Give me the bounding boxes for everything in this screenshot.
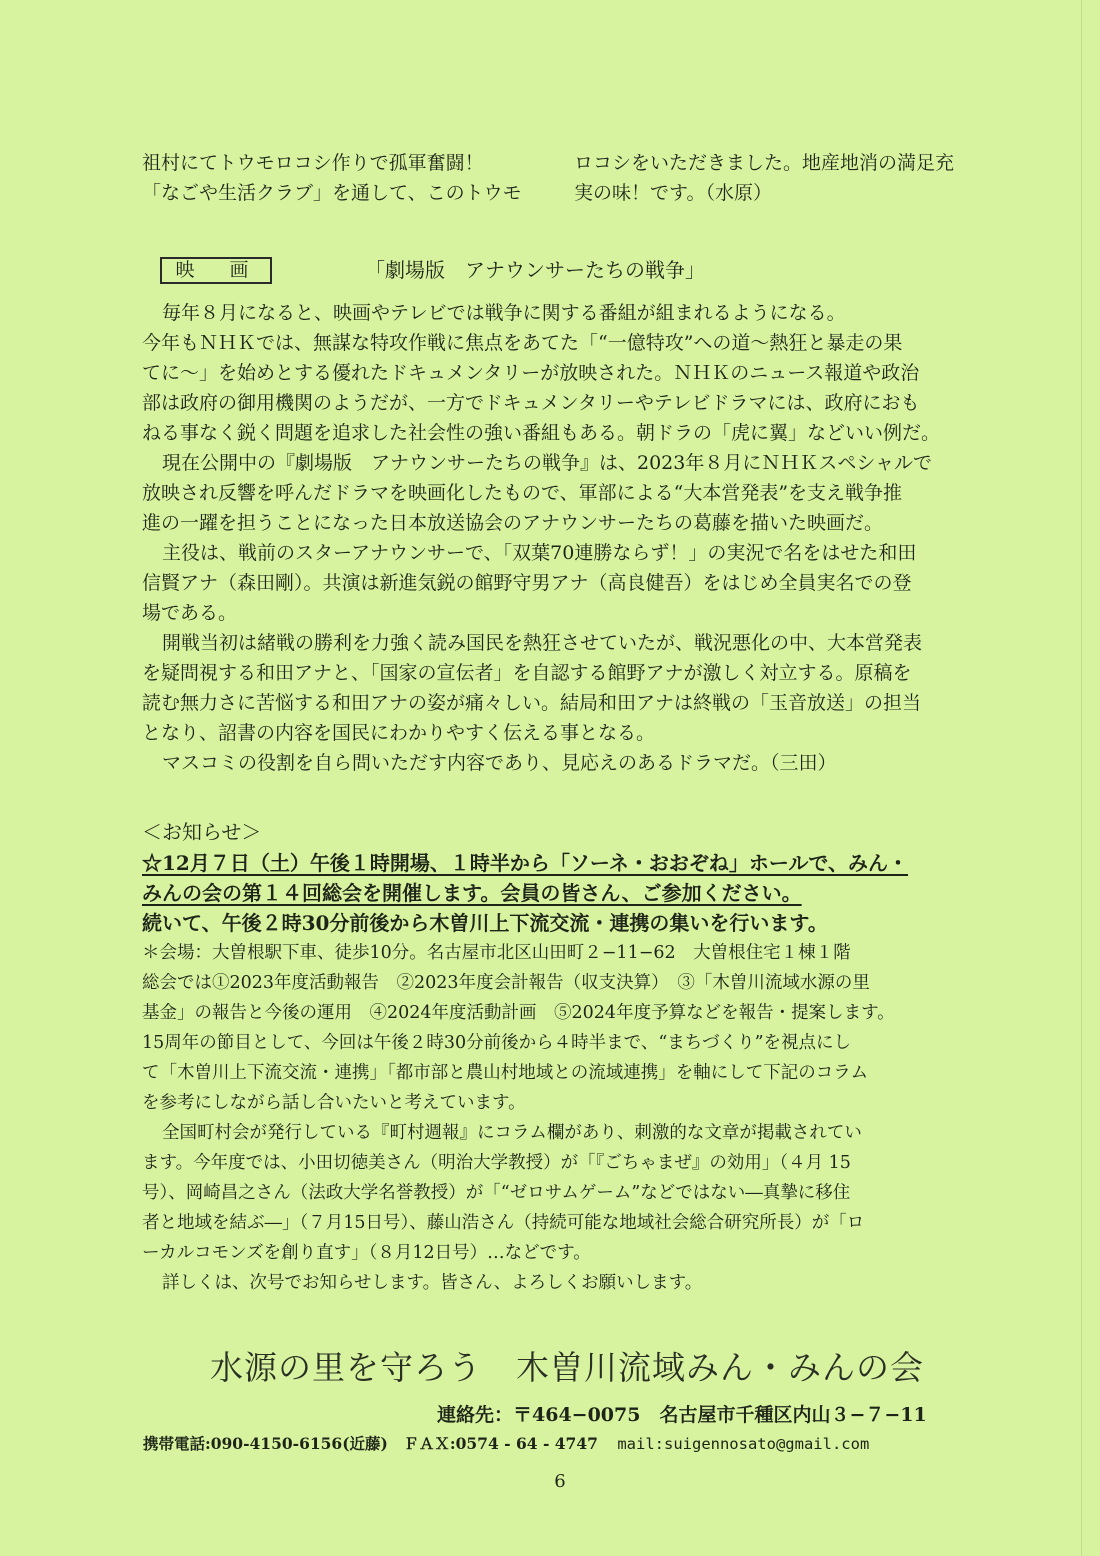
- phone-fax: 携帯電話:090-4150-6156(近藤) ＦＡＸ:0574 - 64 - 4747: [143, 1434, 598, 1453]
- detail-line: 者と地域を結ぶ―」（７月15日号）、藤山浩さん（持続可能な地域社会総合研究所長）が「ロ: [142, 1213, 865, 1233]
- review-line: 毎年８月になると、映画やテレビでは戦争に関する番組が組まれるようになる。: [162, 302, 846, 324]
- detail-line: 15周年の節目として、今回は午後２時30分前後から４時半まで、“まちづくり”を視点にし: [142, 1033, 852, 1053]
- detail-line: 基金」の報告と今後の運用 ④2024年度活動計画 ⑤2024年度予算などを報告・提案します。: [142, 1003, 895, 1023]
- top-left-line: 「なごや生活クラブ」を通して、このトウモ: [142, 182, 522, 204]
- review-line: ねる事なく鋭く問題を追求した社会性の強い番組もある。朝ドラの「虎に翼」などいい例だ。: [142, 422, 941, 444]
- detail-line: て「木曽川上下流交流・連携」「都市部と農山村地域との流域連携」を軸にして下記のコラム: [142, 1063, 869, 1083]
- detail-line: ます。今年度では、小田切徳美さん（明治大学教授）が「『ごちゃまぜ』の効用」（４月 15: [142, 1153, 851, 1173]
- detail-line: ＊会場：大曽根駅下車、徒歩10分。名古屋市北区山田町２−11−62 大曽根住宅１棟１階: [142, 943, 851, 963]
- top-left-line: 祖村にてトウモロコシ作りで孤軍奮闘！: [142, 152, 484, 174]
- review-line: 今年もＮＨＫでは、無謀な特攻作戦に焦点をあてた「“一億特攻”への道～熱狂と暴走の果: [142, 332, 903, 354]
- notice-highlight-line: ☆12月７日（土）午後１時開場、１時半から「ソーネ・おおぞね」ホールで、みん・: [142, 851, 909, 875]
- notice-details: [142, 938, 982, 1298]
- notice-highlight-line: 続いて、午後２時30分前後から木曽川上下流交流・連携の集いを行います。: [142, 911, 828, 935]
- review-line: マスコミの役割を自ら問いただす内容であり、見応えのあるドラマだ。（三田）: [162, 752, 837, 774]
- review-line: 開戦当初は緒戦の勝利を力強く読み国民を熱狂させていたが、戦況悪化の中、大本営発表: [162, 632, 923, 654]
- review-line: 読む無力さに苦悩する和田アナの姿が痛々しい。結局和田アナは終戦の「玉音放送」の担当: [142, 692, 922, 714]
- review-line: 進の一躍を担うことになった日本放送協会のアナウンサーたちの葛藤を描いた映画だ。: [142, 512, 884, 534]
- page-edge-line: [1081, 0, 1082, 1556]
- contact-address: 連絡先：〒464−0075 名古屋市千種区内山３−７−11: [437, 1404, 927, 1426]
- film-title: 「劇場版 アナウンサーたちの戦争」: [365, 258, 705, 282]
- detail-line: を参考にしながら話し合いたいと考えています。: [142, 1093, 526, 1113]
- review-line: となり、詔書の内容を国民にわかりやすく伝える事となる。: [142, 722, 656, 744]
- review-line: 場である。: [142, 602, 238, 624]
- detail-line: 詳しくは、次号でお知らせします。皆さん、よろしくお願いします。: [162, 1273, 703, 1293]
- review-line: 放映され反響を呼んだドラマを映画化したもので、軍部による“大本営発表”を支え戦争推: [142, 482, 903, 504]
- notice-highlight: [142, 848, 982, 938]
- detail-line: 総会では①2023年度活動報告 ②2023年度会計報告（収支決算） ③「木曽川流域水源の里: [142, 973, 870, 993]
- review-line: を疑問視する和田アナと、「国家の宣伝者」を自認する館野アナが激しく対立する。原稿を: [142, 662, 912, 684]
- organization-name: 水源の里を守ろう 木曽川流域みん・みんの会: [210, 1348, 924, 1387]
- review-line: 信賢アナ（森田剛）。共演は新進気鋭の館野守男アナ（高良健吾）をはじめ全員実名での登: [142, 572, 912, 594]
- review-line: 部は政府の御用機関のようだが、一方でドキュメンタリーやテレビドラマには、政府におも: [142, 392, 920, 414]
- review-line: 現在公開中の『劇場版 アナウンサーたちの戦争』は、2023年８月にＮＨＫスペシャルで: [162, 452, 932, 474]
- film-review-body: [142, 298, 972, 778]
- top-right-line: ロコシをいただきました。地産地消の満足充: [574, 152, 955, 174]
- notice-highlight-line: みんの会の第１４回総会を開催します。会員の皆さん、ご参加ください。: [142, 881, 802, 905]
- top-article-left: [142, 148, 522, 208]
- detail-line: 全国町村会が発行している『町村週報』にコラム欄があり、刺激的な文章が掲載されてい: [162, 1123, 862, 1143]
- contact-phone-fax-mail: [143, 1433, 869, 1455]
- review-line: てに～」を始めとする優れたドキュメンタリーが放映された。ＮＨＫのニュース報道や政治: [142, 362, 920, 384]
- film-section-tag: 映 画: [160, 257, 272, 284]
- detail-line: 号）、岡崎昌之さん（法政大学名誉教授）が「“ゼロサムゲーム”などではない―真摯に移住: [142, 1183, 851, 1203]
- page-number: 6: [554, 1471, 566, 1492]
- top-right-line: 実の味！です。（水原）: [574, 182, 772, 204]
- email-link[interactable]: mail:suigennosato@gmail.com: [617, 1435, 870, 1453]
- detail-line: ーカルコモンズを創り直す」（８月12日号）…などです。: [142, 1243, 591, 1263]
- top-article-right: [574, 148, 954, 208]
- review-line: 主役は、戦前のスターアナウンサーで、「双葉70連勝ならず！」の実況で名をはせた和田: [162, 542, 917, 564]
- notice-heading: ＜お知らせ＞: [142, 820, 262, 844]
